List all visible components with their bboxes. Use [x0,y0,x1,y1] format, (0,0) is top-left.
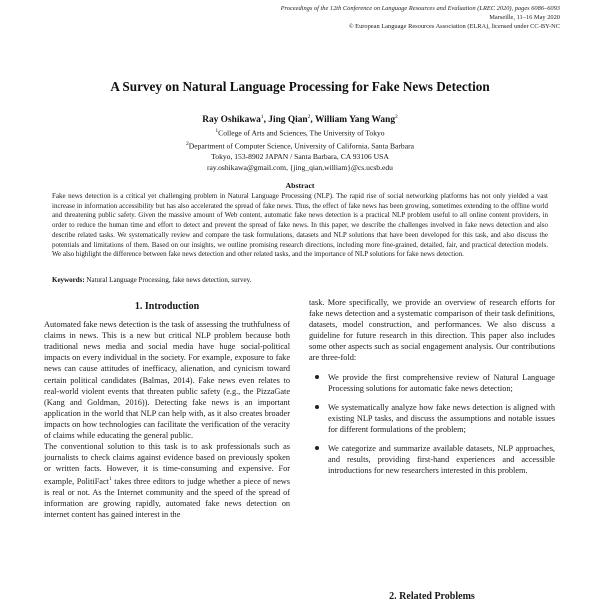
affil-text: Department of Computer Science, University of California, Santa Barbara [188,141,414,151]
list-item-text: We categorize and summarize available datasets, NLP approaches, and results, providing first-hand experiences and accessible introductions for new researchers interested in this problem. [328,444,555,476]
affiliations [0,126,600,173]
copyright-line: © European Language Resources Association (ELRA), licensed under CC-BY-NC [348,23,560,30]
location-line: Marseille, 11–16 May 2020 [489,14,560,21]
paper-title: A Survey on Natural Language Processing for Fake News Detection [110,79,490,94]
author-emails: ray.oshikawa@gmail.com, {jing_qian,william}@cs.ucsb.edu [207,162,393,172]
author-name: Jing Qian [268,115,308,126]
affiliation-line [0,139,600,152]
author-name: William Yang Wang [314,115,396,126]
author-list [0,114,600,125]
author-affil-marker: 2 [395,114,398,120]
intro-paragraph: Automated fake news detection is the task of assessing the truthfulness of claims in news. This is a new but critical NLP problem because both traditional news media and social media have huge social-political impacts on every individual in the society. For example, exposure to fake news can cause attitudes of inefficacy, alienation, and cynicism toward certain political candidates (Balmas, 2014). Fake news even relates to real-world violent events that threaten public safety (e.g., the PizzaGate (Kang and Goldman, 2016)). Detecting fake news is an important application in the world that NLP can help with, as it also creates broader impacts on how technologies can facilitate the verification of the veracity of claims while educating the general public. [44,320,290,441]
abstract-heading: Abstract [285,181,315,190]
proceedings-header [230,4,560,31]
keywords-label: Keywords: [52,276,85,284]
bullet-icon [315,375,319,379]
right-column [309,297,555,602]
bullet-icon [315,405,319,409]
keywords-line [52,276,548,286]
section-heading-introduction: 1. Introduction [134,301,200,312]
affil-marker: 2 [185,141,189,148]
list-item-text: We systematically analyze how fake news detection is aligned with existing NLP tasks, and discuss the assumptions and notable issues for different formulations of the problem; [328,402,555,434]
intro-text: The conventional solution to this task is to ask professionals such as journalists to check claims against evidence based on previously spoken or written facts. However, it is time-consuming and expensive. For example, PolitiFact [44,442,290,487]
list-item [309,402,555,435]
left-column [44,297,290,521]
author-affil-marker: 1 [260,114,264,120]
intro-text: takes three editors to judge whether a piece of news is real or not. As the Internet community and the speed of the spread of information are growing rapidly, automated fake news detection on internet content has gained interest in the [44,477,290,520]
affil-text: College of Arts and Sciences, The University of Tokyo [218,128,385,138]
list-item [309,372,555,394]
section-heading-related-problems: 2. Related Problems [389,591,475,602]
intro-paragraph [44,441,290,520]
intro-paragraph: task. More specifically, we provide an overview of research efforts for fake news detection and a systematic comparison of their task definitions, datasets, model construction, and performances. We also discuss a guideline for future research in this direction. This paper also includes some other aspects such as social engagement analysis. Our contributions are three-fold: [309,298,555,363]
abstract-text: Fake news detection is a critical yet challenging problem in Natural Language Processing (NLP). The rapid rise of social networking platforms has not only yielded a vast increase in information accessibility but has also accelerated the spread of fake news. Thus, the effect of fake news has been growing, sometimes extending to the offline world and threatening public safety. Given the massive amount of Web content, automatic fake news detection is a practical NLP problem useful to all online content providers, in order to reduce the human time and effort to detect and prevent the spread of fake news. In this paper, we describe the challenges involved in fake news detection and also describe related tasks. We systematically review and compare the task formulations, datasets and NLP solutions that have been developed for this task, and also discuss the potentials and limitations of them. Based on our insights, we outline promising research directions, including more fine-grained, detailed, fair, and practical detection models. We also highlight the difference between fake news detection and other related tasks, and the importance of NLP solutions for fake news detection. [52,192,548,259]
footnote-marker: 1 [108,476,112,483]
author-separator: , [310,115,315,126]
author-affil-marker: 2 [307,114,311,120]
affiliation-address: Tokyo, 153-8902 JAPAN / Santa Barbara, CA 93106 USA [211,152,389,162]
proceedings-line: Proceedings of the 12th Conference on Language Resources and Evaluation (LREC 2020), pages 6086–6093 [280,5,560,12]
keywords-text: Natural Language Processing, fake news detection, survey. [86,276,252,284]
affil-marker: 1 [215,128,219,134]
contributions-list [309,372,555,477]
list-item-text: We provide the first comprehensive review of Natural Language Processing solutions for automatic fake news detection; [328,372,555,393]
bullet-icon [315,446,319,450]
list-item [309,443,555,476]
author-name: Ray Oshikawa [202,115,261,126]
author-separator: , [263,115,269,126]
affiliation-line [0,126,600,139]
